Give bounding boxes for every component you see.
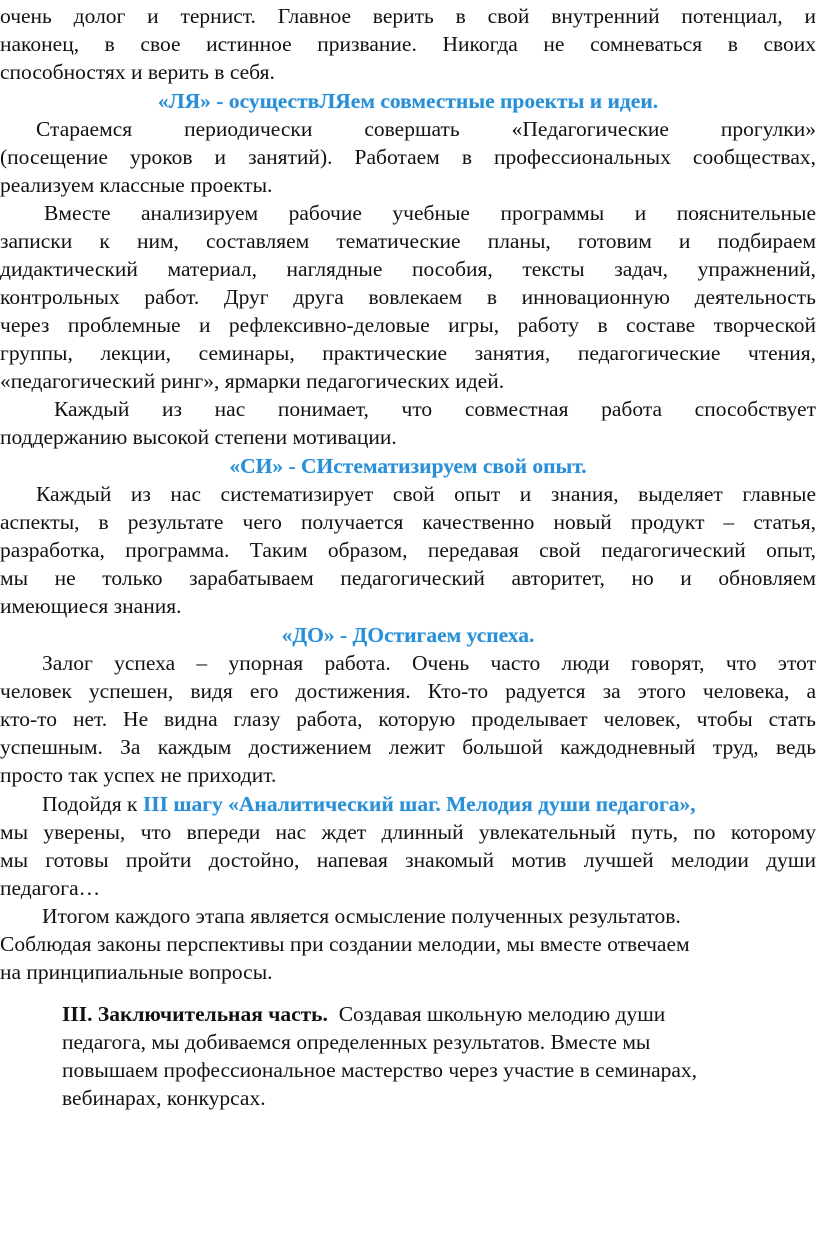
paragraph-line: через проблемные и рефлексивно-деловые игры, работу в составе творческой — [0, 313, 816, 337]
paragraph-line: Соблюдая законы перспективы при создании мелодии, мы вместе отвечаем — [0, 932, 690, 956]
paragraph-line: Итогом каждого этапа является осмысление полученных результатов. — [42, 904, 681, 928]
conclusion-line: педагога, мы добиваемся определенных результатов. Вместе мы — [62, 1030, 651, 1054]
paragraph-line: наконец, в свое истинное призвание. Никогда не сомневаться в своих — [0, 32, 816, 56]
conclusion-first-line — [62, 1000, 665, 1028]
paragraph-line-mixed — [42, 790, 816, 818]
paragraph-line: мы уверены, что впереди нас ждет длинный увлекательный путь, по которому — [0, 820, 816, 844]
paragraph-line: человек успешен, видя его достижения. Кто-то радуется за этого человека, а — [0, 679, 816, 703]
paragraph-line: имеющиеся знания. — [0, 594, 182, 618]
paragraph-line: просто так успех не приходит. — [0, 763, 277, 787]
paragraph-line: кто-то нет. Не видна глазу работа, которую проделывает человек, чтобы стать — [0, 707, 816, 731]
paragraph-line: Каждый из нас понимает, что совместная работа способствует — [54, 397, 816, 421]
paragraph-line: разработка, программа. Таким образом, передавая свой педагогический опыт, — [0, 538, 816, 562]
paragraph-line: контрольных работ. Друг друга вовлекаем в инновационную деятельность — [0, 285, 816, 309]
paragraph-line: мы готовы пройти достойно, напевая знакомый мотив лучшей мелодии души — [0, 848, 816, 872]
section-heading-do: «ДО» - ДОстигаем успеха. — [281, 623, 535, 647]
paragraph-line: поддержанию высокой степени мотивации. — [0, 425, 397, 449]
step-highlight: III шагу «Аналитический шаг. Мелодия души педагога», — [142, 792, 696, 816]
paragraph-line: группы, лекции, семинары, практические занятия, педагогические чтения, — [0, 341, 816, 365]
conclusion-text: Создавая школьную мелодию души — [338, 1002, 666, 1026]
paragraph-text: Подойдя к — [42, 792, 143, 816]
section-heading-si: «СИ» - СИстематизируем свой опыт. — [229, 454, 587, 478]
paragraph-line: Каждый из нас систематизирует свой опыт и знания, выделяет главные — [36, 482, 816, 506]
paragraph-line: Залог успеха – упорная работа. Очень часто люди говорят, что этот — [42, 651, 816, 675]
paragraph-line: Вместе анализируем рабочие учебные программы и пояснительные — [44, 201, 816, 225]
paragraph-line: на принципиальные вопросы. — [0, 960, 273, 984]
conclusion-title: III. Заключительная часть. — [62, 1002, 328, 1026]
paragraph-line: очень долог и тернист. Главное верить в свой внутренний потенциал, и — [0, 4, 816, 28]
paragraph-line: аспекты, в результате чего получается качественно новый продукт – статья, — [0, 510, 816, 534]
paragraph-line: (посещение уроков и занятий). Работаем в профессиональных сообществах, — [0, 145, 816, 169]
paragraph-line: мы не только зарабатываем педагогический авторитет, но и обновляем — [0, 566, 816, 590]
conclusion-line: повышаем профессиональное мастерство через участие в семинарах, — [62, 1058, 698, 1082]
paragraph-line: реализуем классные проекты. — [0, 173, 273, 197]
paragraph-line: «педагогический ринг», ярмарки педагогических идей. — [0, 369, 505, 393]
paragraph-line: записки к ним, составляем тематические планы, готовим и подбираем — [0, 229, 816, 253]
conclusion-line: вебинарах, конкурсах. — [62, 1086, 266, 1110]
paragraph-line: успешным. За каждым достижением лежит большой каждодневный труд, ведь — [0, 735, 816, 759]
paragraph-line: способностях и верить в себя. — [0, 60, 275, 84]
section-heading-lya: «ЛЯ» - осуществЛЯем совместные проекты и идеи. — [157, 89, 659, 113]
conclusion-block — [62, 1000, 792, 1120]
paragraph-line: Стараемся периодически совершать «Педагогические прогулки» — [36, 117, 816, 141]
paragraph-line: дидактический материал, наглядные пособия, тексты задач, упражнений, — [0, 257, 816, 281]
paragraph-line: педагога… — [0, 876, 101, 900]
